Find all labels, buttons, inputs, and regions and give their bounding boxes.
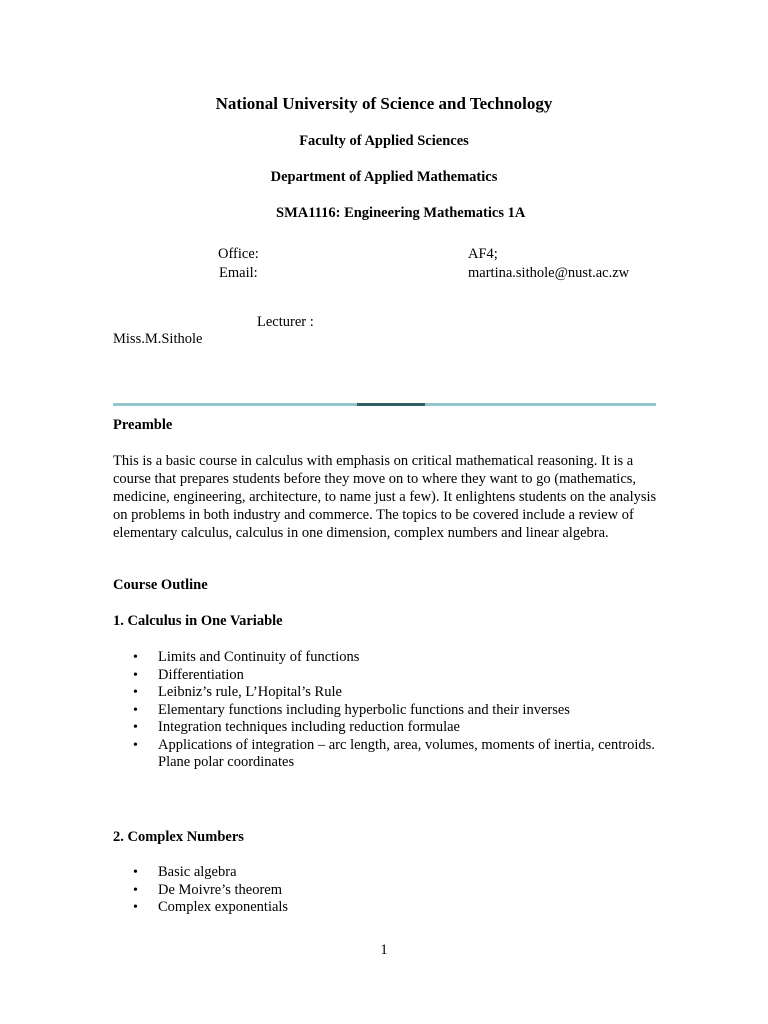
office-label: Office:	[218, 246, 259, 262]
list-item-text: De Moivre’s theorem	[158, 881, 283, 898]
list-item-text: Limits and Continuity of functions	[158, 649, 360, 665]
preamble-heading: Preamble	[113, 417, 173, 433]
section-divider-accent	[357, 403, 425, 406]
university-title: National University of Science and Technology	[215, 94, 553, 113]
list-item	[113, 649, 661, 667]
list-item-text: Basic algebra	[158, 864, 237, 880]
bullet-icon: •	[133, 702, 138, 718]
bullet-icon: •	[133, 865, 138, 880]
list-item-text: Applications of integration – arc length, area, volumes, moments of inertia, centroids. Plane polar coordinates	[158, 736, 655, 770]
section-calculus-heading: 1. Calculus in One Variable	[113, 613, 283, 629]
lecturer-name: Miss.M.Sithole	[113, 331, 203, 347]
list-item	[113, 899, 661, 917]
list-item-text: Integration techniques including reduction formulae	[158, 719, 460, 735]
department-heading: Department of Applied Mathematics	[270, 169, 498, 185]
list-item-text: Complex exponentials	[158, 899, 289, 915]
list-item-text: Differentiation	[158, 666, 244, 683]
list-item	[113, 702, 661, 720]
list-item	[113, 864, 661, 882]
email-label: Email:	[219, 265, 258, 281]
course-code-heading: SMA1116: Engineering Mathematics 1A	[276, 205, 526, 221]
bullet-icon: •	[133, 900, 138, 915]
section-complex-heading: 2. Complex Numbers	[113, 829, 244, 845]
faculty-heading: Faculty of Applied Sciences	[299, 133, 469, 149]
bullet-icon: •	[133, 650, 138, 665]
list-item	[113, 667, 661, 685]
bullet-icon: •	[133, 685, 138, 700]
list-item	[113, 684, 661, 702]
list-item	[113, 737, 661, 772]
bullet-icon: •	[133, 737, 138, 753]
list-item-text: Leibniz’s rule, L’Hopital’s Rule	[158, 684, 342, 700]
list-item	[113, 719, 661, 737]
complex-topic-list	[113, 864, 661, 917]
bullet-icon: •	[133, 882, 138, 898]
preamble-paragraph: This is a basic course in calculus with emphasis on critical mathematical reasoning. It is a course that prepares students before they move on to where they want to go (mathematics, medicine, engineering, architecture, to name just a few). It enlightens students on the analysis on problems in both industry and commerce. The topics to be covered include a review of elementary calculus, calculus in one dimension, complex numbers and linear algebra.	[113, 453, 657, 541]
list-item-text: Elementary functions including hyperbolic functions and their inverses	[158, 701, 570, 718]
bullet-icon: •	[133, 667, 138, 683]
course-outline-heading: Course Outline	[113, 577, 208, 593]
email-value: martina.sithole@nust.ac.zw	[468, 265, 630, 281]
office-value: AF4;	[468, 246, 498, 262]
lecturer-label: Lecturer :	[257, 314, 314, 330]
list-item	[113, 882, 661, 900]
bullet-icon: •	[133, 720, 138, 735]
calculus-topic-list	[113, 649, 661, 772]
page-number: 1	[380, 942, 388, 958]
